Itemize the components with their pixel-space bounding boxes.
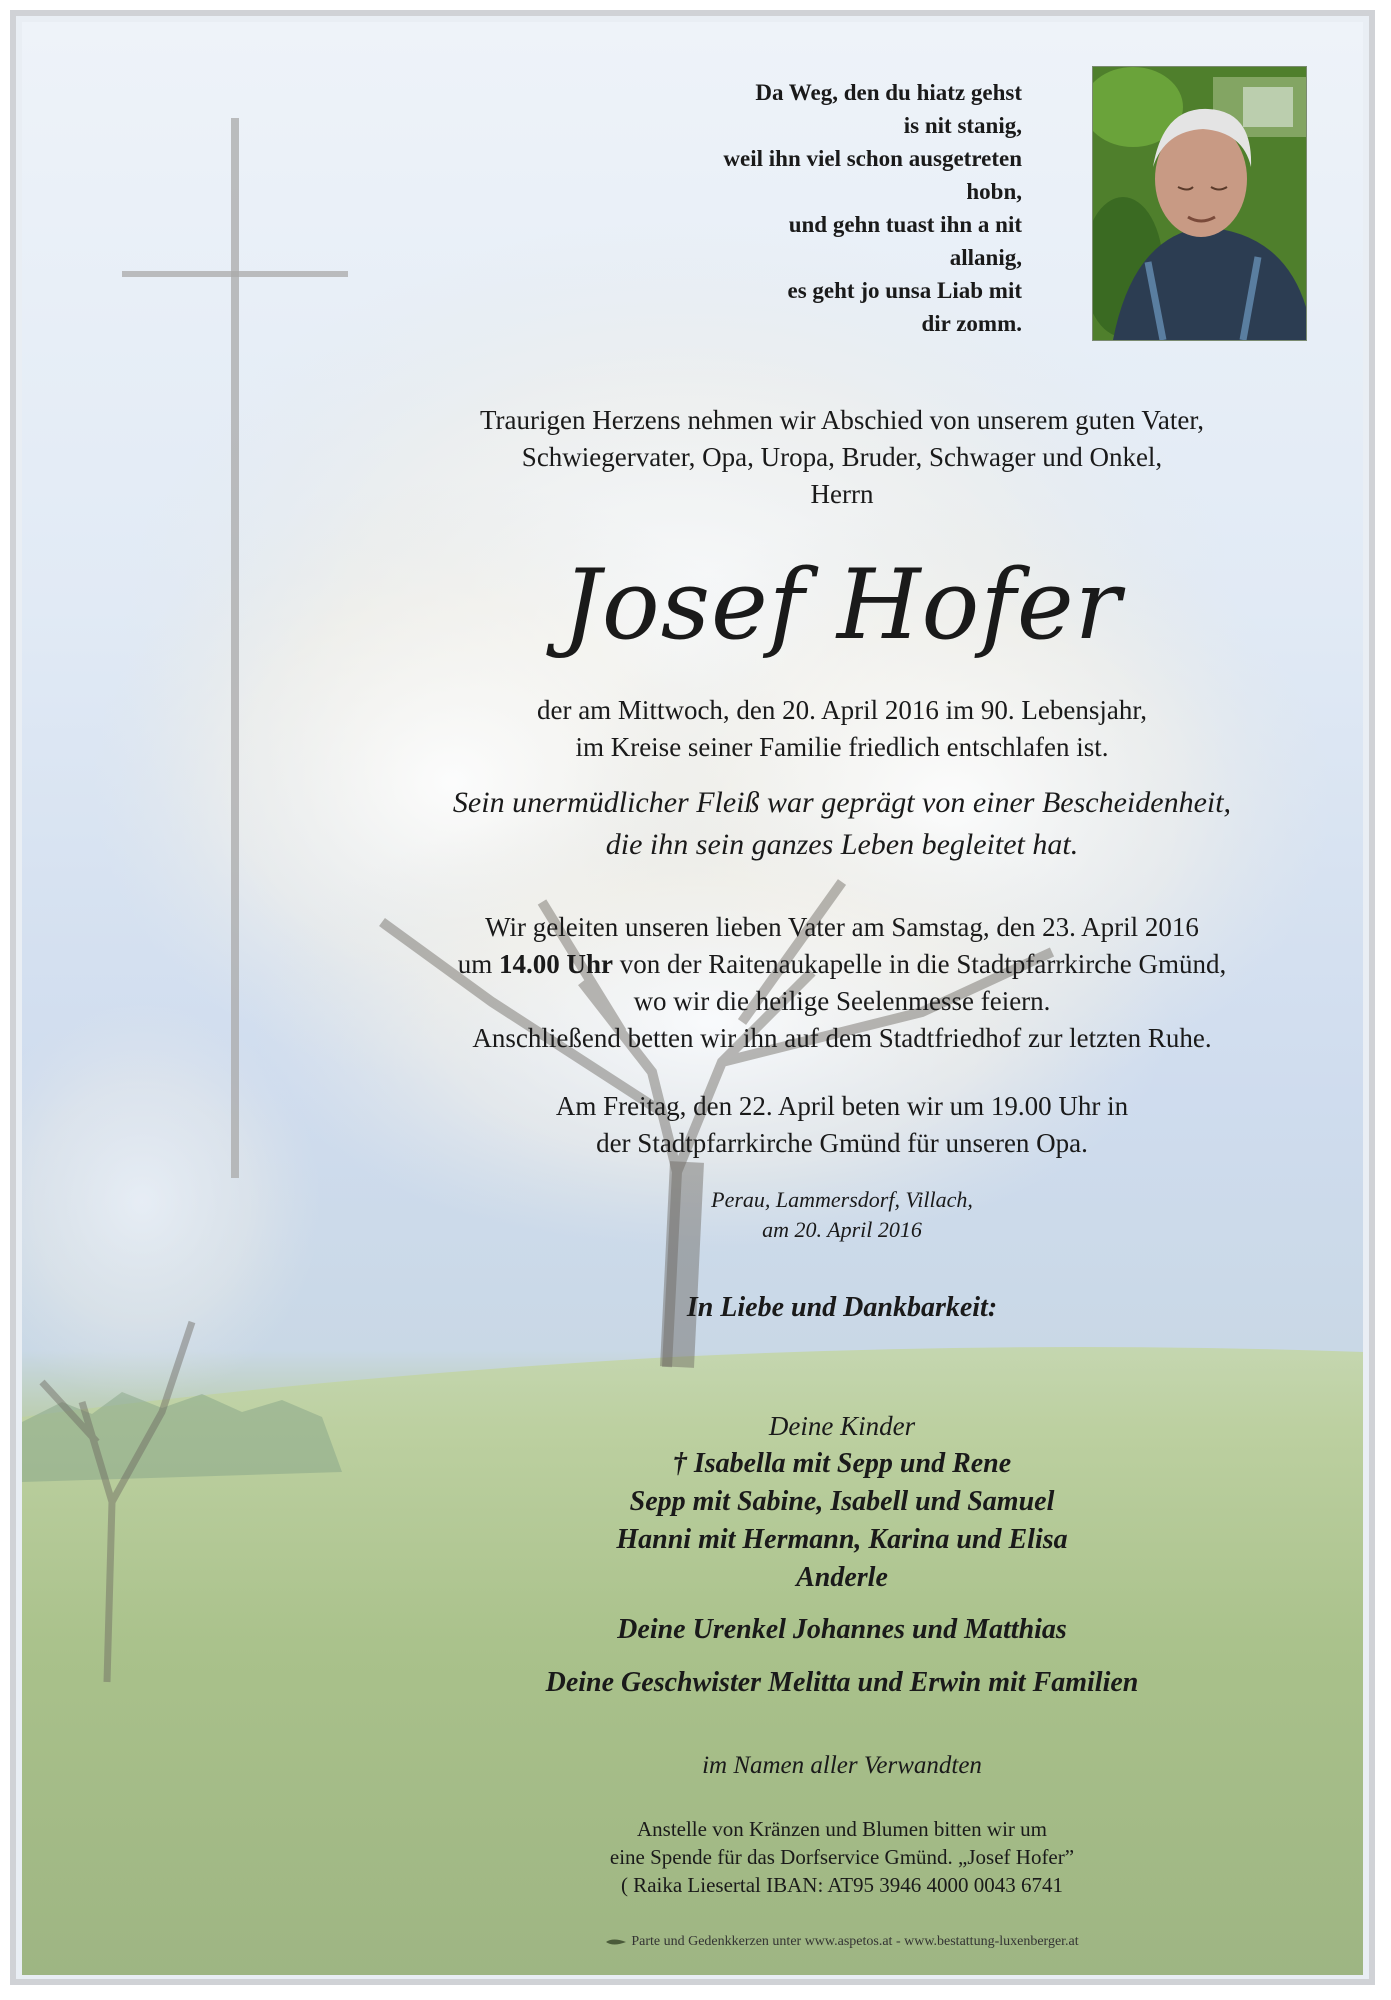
thanks-heading: In Liebe und Dankbarkeit: [686, 1292, 998, 1323]
intro-line: Traurigen Herzens nehmen wir Abschied von unserem guten Vater, [480, 405, 1204, 435]
poem [542, 76, 1022, 340]
footer-text: Parte und Gedenkkerzen unter www.aspetos.at - www.bestattung-luxenberger.at [631, 1934, 1079, 1949]
place-line: Perau, Lammersdorf, Villach, [711, 1187, 973, 1212]
place-and-date [402, 1185, 1282, 1245]
siblings: Deine Geschwister Melitta und Erwin mit Familien [545, 1667, 1139, 1698]
funeral-line: wo wir die heilige Seelenmesse feiern. [633, 986, 1051, 1016]
poem-line: is nit stanig, [903, 113, 1022, 138]
intro-line: Herrn [810, 479, 874, 509]
funeral-time-prefix: um [457, 949, 499, 979]
poem-line: weil ihn viel schon ausgetreten [723, 146, 1022, 171]
intro-line: Schwiegervater, Opa, Uropa, Bruder, Schwager und Onkel, [521, 442, 1163, 472]
great-grandchildren: Deine Urenkel Johannes und Matthias [617, 1614, 1067, 1645]
donation-line: Anstelle von Kränzen und Blumen bitten wir um [636, 1817, 1047, 1841]
deceased-name: Josef Hofer [562, 549, 1122, 661]
poem-line: hobn, [966, 179, 1022, 204]
death-notice [402, 692, 1282, 766]
death-line: der am Mittwoch, den 20. April 2016 im 90. Lebensjahr, [536, 695, 1148, 725]
obituary-card [22, 22, 1363, 1975]
children-label: Deine Kinder [768, 1411, 916, 1441]
list-item: Hanni mit Hermann, Karina und Elisa [616, 1524, 1068, 1555]
funeral-location: von der Raitenaukapelle in die Stadtpfarrkirche Gmünd, [612, 949, 1227, 979]
leaf-icon [605, 1937, 627, 1947]
intro-text [402, 402, 1282, 513]
tribute-quote [402, 782, 1282, 866]
prayer-details [402, 1088, 1282, 1162]
poem-line: allanig, [949, 245, 1022, 270]
on-behalf-of-relatives: im Namen aller Verwandten [702, 1752, 982, 1779]
poem-line: es geht jo unsa Liab mit [787, 278, 1022, 303]
cross-horizontal-beam [122, 271, 348, 277]
portrait-photo [1092, 66, 1307, 341]
funeral-line: Wir geleiten unseren lieben Vater am Samstag, den 23. April 2016 [485, 912, 1199, 942]
funeral-line [402, 946, 1282, 983]
list-item: Anderle [796, 1562, 888, 1593]
list-item: Sepp mit Sabine, Isabell und Samuel [629, 1486, 1055, 1517]
children-list [402, 1445, 1282, 1597]
footer-note [402, 1932, 1282, 1952]
funeral-time: 14.00 Uhr [498, 949, 613, 979]
list-item: † Isabella mit Sepp und Rene [672, 1448, 1012, 1479]
quote-line: die ihn sein ganzes Leben begleitet hat. [605, 828, 1079, 861]
funeral-line: Anschließend betten wir ihn auf dem Stadtfriedhof zur letzten Ruhe. [472, 1023, 1212, 1053]
death-line: im Kreise seiner Familie friedlich entschlafen ist. [575, 732, 1109, 762]
poem-line: und gehn tuast ihn a nit [788, 212, 1022, 237]
donation-line: eine Spende für das Dorfservice Gmünd. „Josef Hofer” [609, 1845, 1075, 1869]
funeral-details [402, 909, 1282, 1057]
donation-line: ( Raika Liesertal IBAN: AT95 3946 4000 0043 6741 [620, 1873, 1064, 1897]
prayer-line: Am Freitag, den 22. April beten wir um 19.00 Uhr in [555, 1091, 1129, 1121]
donation-request [402, 1815, 1282, 1899]
poem-line: dir zomm. [921, 311, 1022, 336]
cross-vertical-beam [231, 118, 239, 1178]
portrait-illustration [1093, 67, 1306, 340]
poem-line: Da Weg, den du hiatz gehst [755, 80, 1022, 105]
prayer-line: der Stadtpfarrkirche Gmünd für unseren Opa. [596, 1128, 1088, 1158]
date-line: am 20. April 2016 [762, 1217, 922, 1242]
quote-line: Sein unermüdlicher Fleiß war geprägt von einer Bescheidenheit, [452, 786, 1232, 819]
